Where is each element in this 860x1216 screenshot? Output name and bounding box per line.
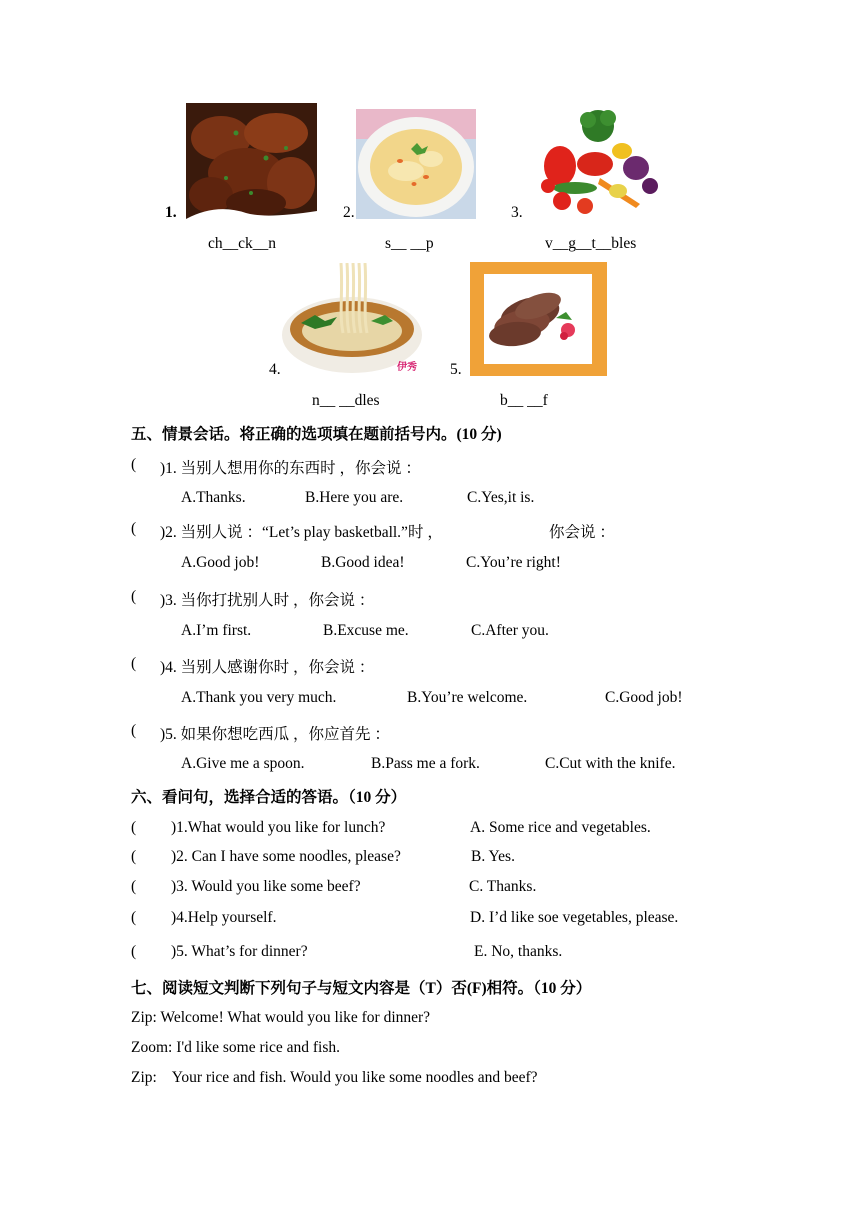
s5-q2-option-c: C.You’re right! — [466, 554, 561, 571]
s6-q1-paren: ( — [131, 819, 137, 836]
s5-q1-option-c: C.Yes,it is. — [467, 489, 535, 506]
s6-q2-paren: ( — [131, 848, 137, 865]
s5-q4-paren: ( — [131, 655, 137, 672]
vocab-word-noodles: n__ __dles — [312, 392, 380, 409]
noodle-logo-text: 伊秀 — [397, 362, 417, 373]
s6-q3-paren: ( — [131, 878, 137, 895]
s5-q3-option-b: B.Excuse me. — [323, 622, 409, 639]
s5-q5-prompt: )5. 如果你想吃西瓜 ，你应首先 ： — [160, 726, 390, 743]
s6-q1-question: )1.What would you like for lunch? — [171, 819, 386, 836]
s6-q4-paren: ( — [131, 909, 137, 926]
s6-q4-question: )4.Help yourself. — [171, 909, 277, 926]
s5-q2-paren: ( — [131, 520, 137, 537]
s5-q5-option-c: C.Cut with the knife. — [545, 755, 676, 772]
s5-q3-option-c: C.After you. — [471, 622, 549, 639]
sliced-beef-photo — [470, 262, 607, 376]
chicken-wings-photo — [186, 103, 317, 219]
s6-q3-question: )3. Would you like some beef? — [171, 878, 361, 895]
s6-q2-question: )2. Can I have some noodles, please? — [171, 848, 401, 865]
s6-answer-a: A. Some rice and vegetables. — [470, 819, 651, 836]
s6-q5-question: )5. What’s for dinner? — [171, 943, 308, 960]
noodles-photo — [281, 263, 423, 376]
s5-q5-paren: ( — [131, 722, 137, 739]
s5-q1-prompt: )1. 当别人想用你的东西时 ，你会说 ： — [160, 460, 421, 477]
s5-q4-option-c: C.Good job! — [605, 689, 683, 706]
s5-q2-prompt: )2. 当别人说 ：“Let’s play basketball.”时 ， — [160, 524, 443, 541]
section7-heading: 七、阅读短文判断下列句子与短文内容是（T）否(F)相符。（10 分） — [131, 980, 592, 997]
s5-q3-option-a: A.I’m first. — [181, 622, 252, 639]
s6-answer-e: E. No, thanks. — [474, 943, 563, 960]
vocab-word-chicken: ch__ck__n — [208, 235, 277, 252]
vocab-number-3: 3. — [511, 204, 523, 221]
vocab-word-soup: s__ __p — [385, 235, 434, 252]
s6-q5-paren: ( — [131, 943, 137, 960]
s5-q1-paren: ( — [131, 456, 137, 473]
vegetables-photo — [540, 106, 660, 218]
s5-q3-paren: ( — [131, 588, 137, 605]
vocab-word-beef: b__ __f — [500, 392, 548, 409]
s5-q4-prompt: )4. 当别人感谢你时 ，你会说 ： — [160, 659, 375, 676]
s5-q4-option-b: B.You’re welcome. — [407, 689, 528, 706]
s7-dialogue-line-3: Zip: Your rice and fish. Would you like some noodles and beef? — [131, 1069, 538, 1086]
s5-q4-option-a: A.Thank you very much. — [181, 689, 337, 706]
s5-q1-option-b: B.Here you are. — [305, 489, 404, 506]
s7-dialogue-line-1: Zip: Welcome! What would you like for dinner? — [131, 1009, 431, 1026]
section5-heading: 五、情景会话。将正确的选项填在题前括号内。(10 分) — [131, 426, 502, 443]
section6-heading: 六、看问句，选择合适的答语。（10 分） — [131, 789, 407, 806]
s5-q2-option-a: A.Good job! — [181, 554, 260, 571]
vocab-number-2: 2. — [343, 204, 355, 221]
s5-q2-prompt-tail: 你会说 ： — [549, 524, 615, 541]
vocab-number-4: 4. — [269, 361, 281, 378]
s5-q5-option-b: B.Pass me a fork. — [371, 755, 480, 772]
vocab-number-1: 1. — [165, 204, 177, 221]
vocab-number-5: 5. — [450, 361, 462, 378]
vocab-word-vegetables: v__g__t__bles — [545, 235, 637, 252]
s6-answer-d: D. I’d like soe vegetables, please. — [470, 909, 679, 926]
s5-q1-option-a: A.Thanks. — [181, 489, 246, 506]
s6-answer-b: B. Yes. — [471, 848, 515, 865]
s5-q5-option-a: A.Give me a spoon. — [181, 755, 305, 772]
s5-q2-option-b: B.Good idea! — [321, 554, 405, 571]
s6-answer-c: C. Thanks. — [469, 878, 537, 895]
s5-q3-prompt: )3. 当你打扰别人时 ，你会说 ： — [160, 592, 375, 609]
s7-dialogue-line-2: Zoom: I'd like some rice and fish. — [131, 1039, 340, 1056]
egg-soup-photo — [356, 109, 476, 219]
